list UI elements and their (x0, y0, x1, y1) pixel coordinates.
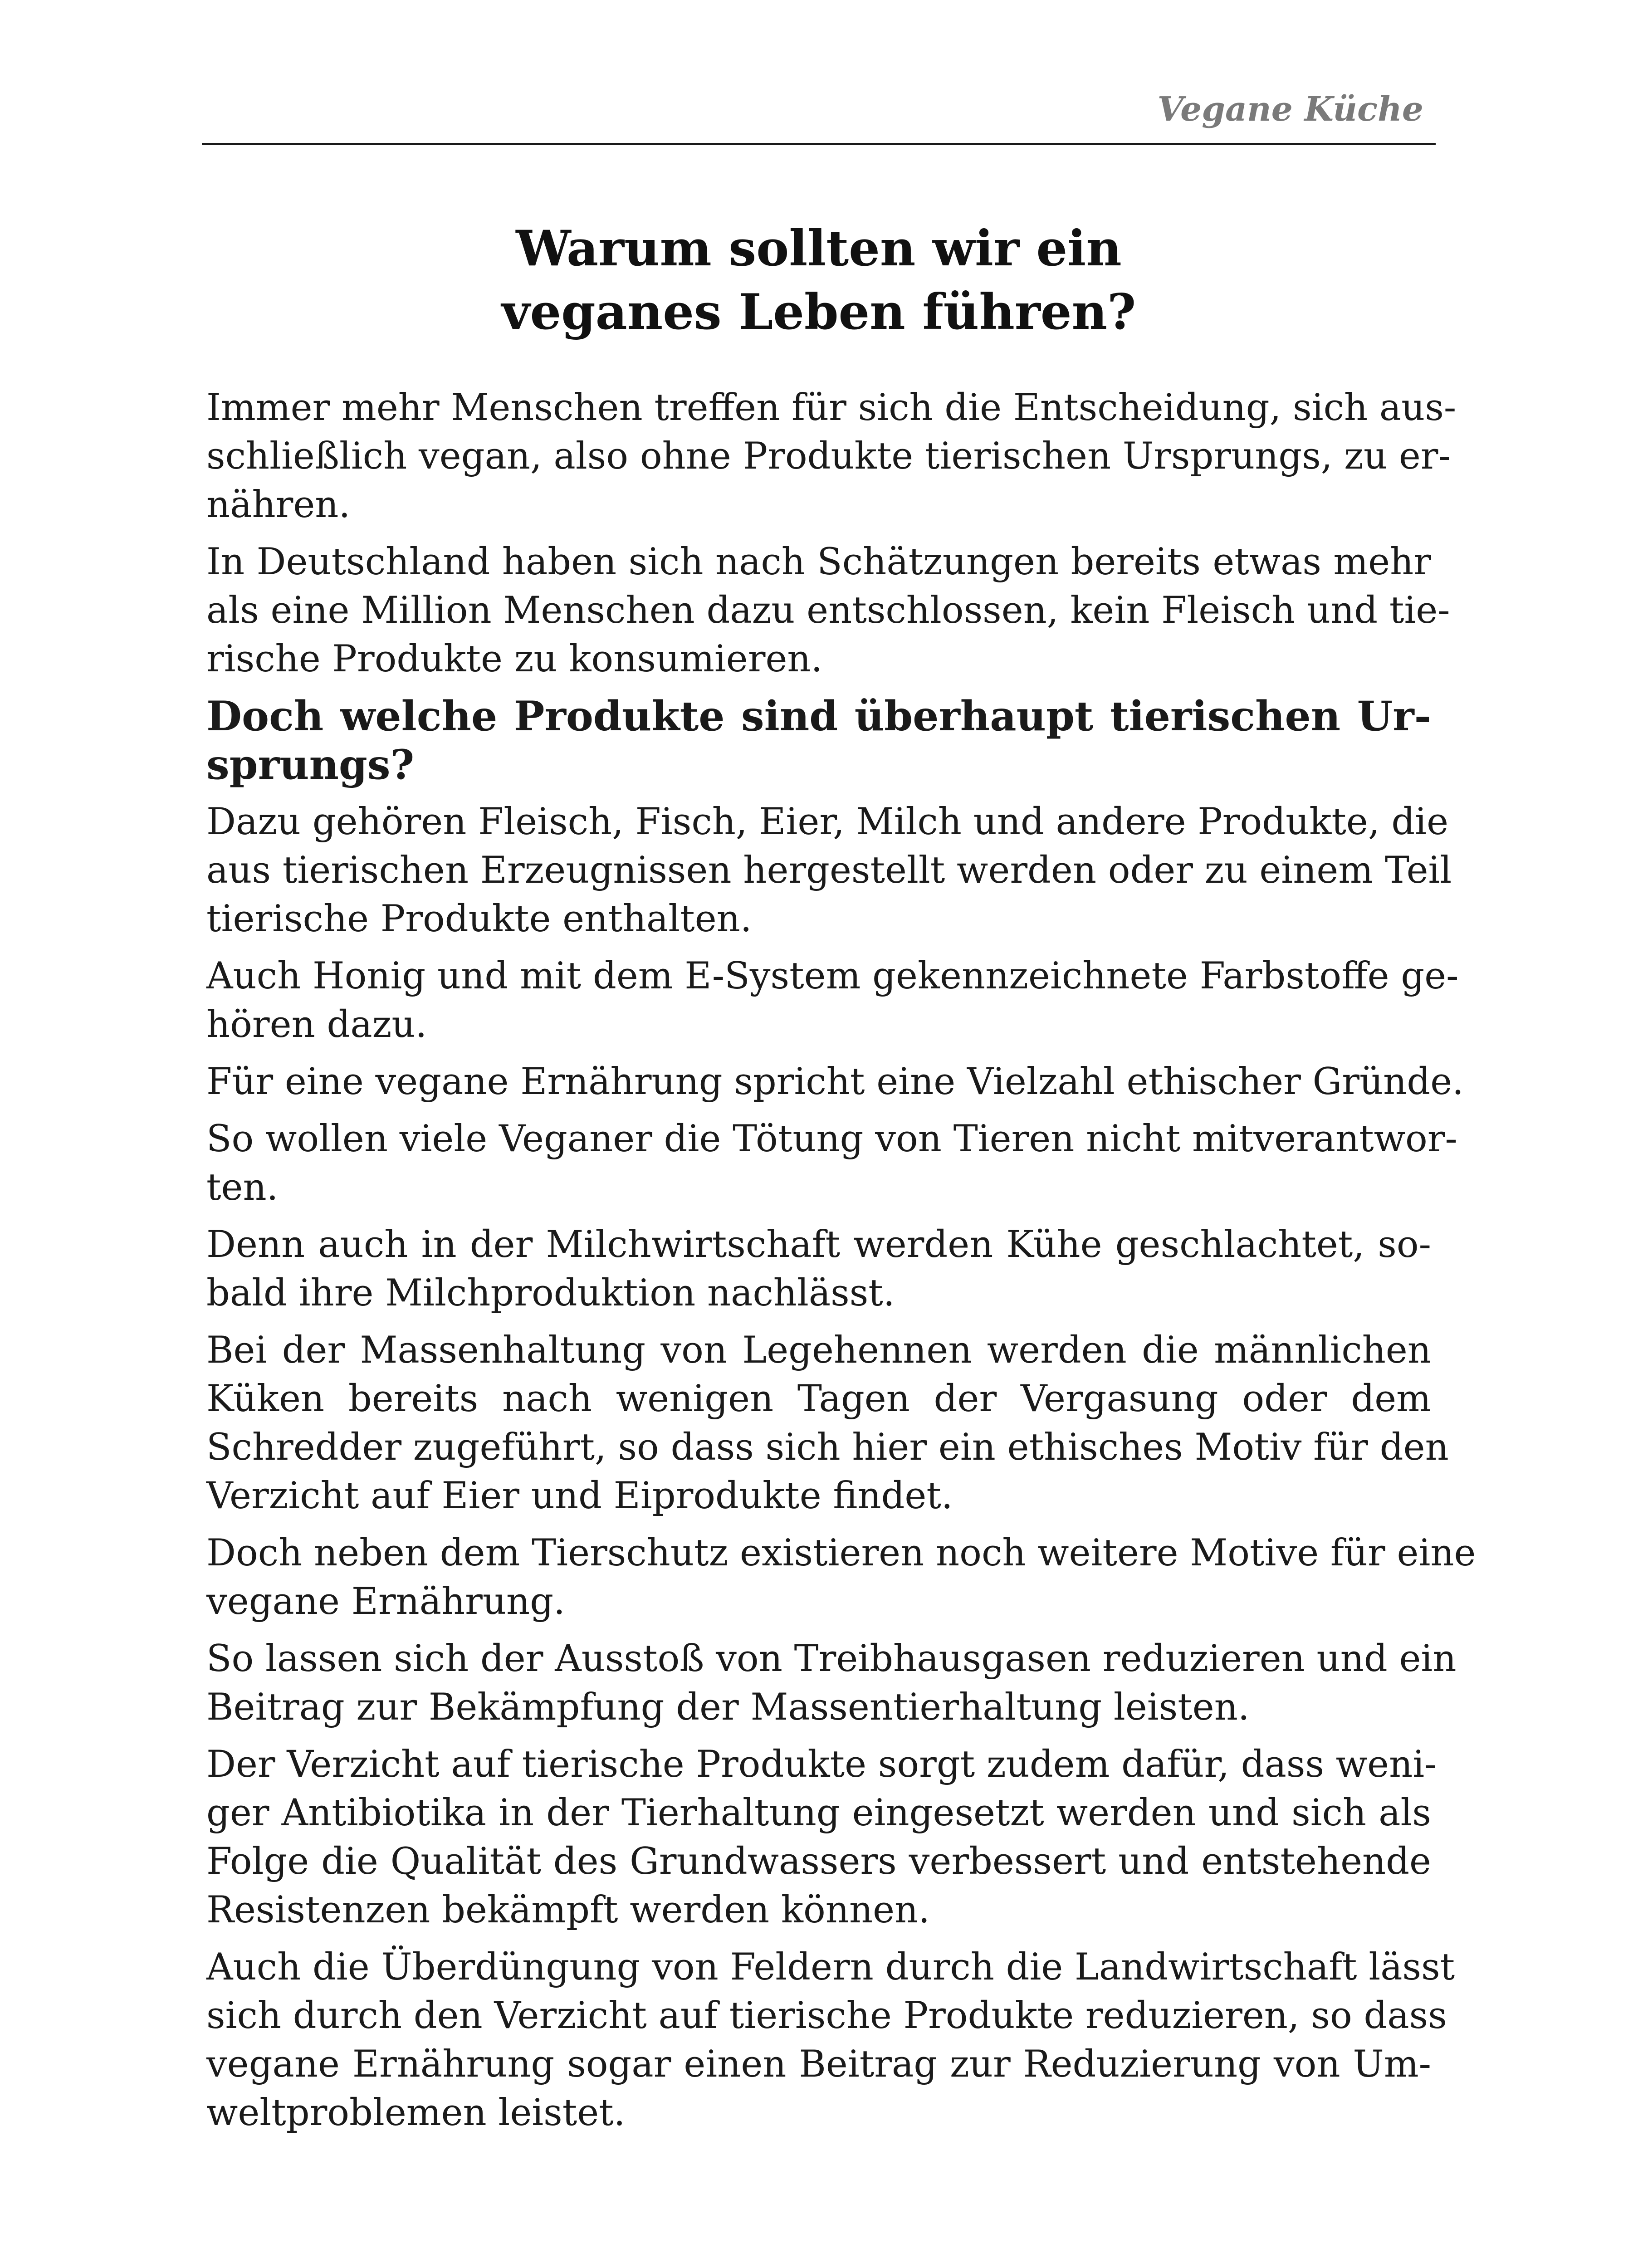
paragraph (206, 1326, 1449, 1520)
text-line: Küken bereits nach wenigen Tagen der Vergasung oder dem (206, 1378, 1431, 1420)
text-line: sich durch den Verzicht auf tierische Produkte reduzieren, so dass (206, 1994, 1447, 2037)
section-subheading (206, 692, 1431, 789)
subheading-line: sprungs? (206, 741, 415, 789)
text-line: aus tierischen Erzeugnissen hergestellt werden oder zu einem Teil (206, 849, 1452, 892)
paragraph (206, 1221, 1431, 1318)
paragraph (206, 952, 1459, 1049)
text-line: So wollen viele Veganer die Tötung von Tieren nicht mitverantwor- (206, 1118, 1457, 1160)
text-line: Folge die Qualität des Grundwassers verbessert und entstehende (206, 1840, 1431, 1883)
paragraph (206, 1115, 1457, 1212)
text-line: Für eine vegane Ernährung spricht eine Vielzahl ethischer Gründe. (206, 1061, 1464, 1103)
text-line: Auch Honig und mit dem E-System gekennzeichnete Farbstoffe ge- (206, 955, 1459, 997)
text-line: Immer mehr Menschen treffen für sich die Entscheidung, sich aus- (206, 386, 1457, 429)
paragraph (206, 1740, 1437, 1935)
text-line: Doch neben dem Tierschutz existieren noch weitere Motive für eine (206, 1532, 1476, 1574)
text-line: hören dazu. (206, 1003, 427, 1046)
paragraph (206, 538, 1450, 684)
text-line: nähren. (206, 484, 351, 526)
text-line: Denn auch in der Milchwirtschaft werden Kühe geschlachtet, so- (206, 1223, 1431, 1266)
header-rule (202, 143, 1436, 145)
text-line: Verzicht auf Eier und Eiprodukte findet. (206, 1475, 953, 1517)
running-head: Vegane Küche (1157, 90, 1423, 129)
paragraph (206, 1635, 1457, 1732)
text-line: In Deutschland haben sich nach Schätzungen bereits etwas mehr (206, 541, 1431, 583)
paragraph (206, 384, 1457, 529)
text-line: als eine Million Menschen dazu entschlossen, kein Fleisch und tie- (206, 589, 1450, 632)
text-line: Resistenzen bekämpft werden können. (206, 1889, 930, 1931)
text-line: Schredder zugeführt, so dass sich hier ein ethisches Motiv für den (206, 1426, 1449, 1469)
chapter-title-line-2: veganes Leben führen? (501, 284, 1136, 341)
chapter-title-line-1: Warum sollten wir ein (516, 220, 1122, 277)
text-line: vegane Ernährung. (206, 1580, 565, 1623)
text-line: Beitrag zur Bekämpfung der Massentierhaltung leisten. (206, 1686, 1250, 1729)
paragraph (206, 798, 1452, 943)
text-line: schließlich vegan, also ohne Produkte tierischen Ursprungs, zu er- (206, 435, 1451, 478)
subheading-line: Doch welche Produkte sind überhaupt tierischen Ur- (206, 692, 1431, 740)
paragraph (206, 1529, 1476, 1626)
text-line: Bei der Massenhaltung von Legehennen werden die männlichen (206, 1329, 1431, 1372)
text-line: Der Verzicht auf tierische Produkte sorgt zudem dafür, dass weni- (206, 1743, 1437, 1786)
paragraph (206, 1058, 1464, 1106)
text-line: Dazu gehören Fleisch, Fisch, Eier, Milch und andere Produkte, die (206, 801, 1449, 843)
body-text (206, 384, 1476, 2137)
text-line: tierische Produkte enthalten. (206, 898, 752, 940)
text-line: So lassen sich der Ausstoß von Treibhausgasen reduzieren und ein (206, 1637, 1457, 1680)
paragraph (206, 1943, 1455, 2137)
text-line: rische Produkte zu konsumieren. (206, 638, 823, 680)
text-line: Auch die Überdüngung von Feldern durch die Landwirtschaft lässt (206, 1946, 1455, 1989)
text-line: weltproblemen leistet. (206, 2092, 626, 2134)
chapter-title (202, 217, 1436, 344)
text-line: vegane Ernährung sogar einen Beitrag zur Reduzierung von Um- (206, 2043, 1431, 2086)
text-line: ten. (206, 1166, 279, 1209)
text-line: bald ihre Milchproduktion nachlässt. (206, 1272, 895, 1315)
text-line: ger Antibiotika in der Tierhaltung eingesetzt werden und sich als (206, 1792, 1431, 1834)
